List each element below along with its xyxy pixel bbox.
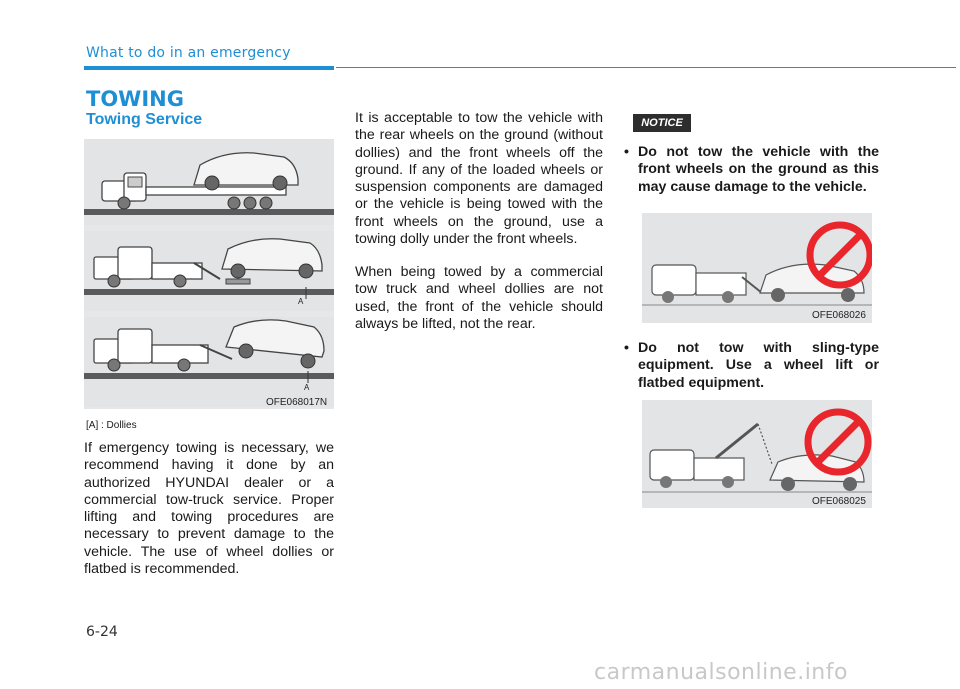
figure3-code: OFE068025 <box>812 496 866 507</box>
bullet-dot: • <box>624 340 629 356</box>
middle-paragraph-2: When being towed by a commercial tow truck and wheel dollies are not used, the front of the vehicle should always be lifted, not the rear. <box>355 264 603 332</box>
figure2-code: OFE068026 <box>812 310 866 321</box>
notice-badge: NOTICE <box>633 114 691 132</box>
bullet-dot: • <box>624 144 629 160</box>
tow-methods-illustration <box>84 139 334 409</box>
subsection-title: Towing Service <box>86 111 203 128</box>
figure1-note: [A] : Dollies <box>86 420 137 431</box>
header-rule-thick <box>84 66 334 70</box>
bullet-text-2: Do not tow with sling-type equipment. Use a wheel lift or flatbed equipment. <box>638 340 879 391</box>
header-rule-thin <box>336 67 956 68</box>
bullet-item-2 <box>624 340 879 392</box>
watermark: carmanualsonline.info <box>594 660 848 685</box>
figure-front-wheels-down <box>642 213 872 323</box>
figure-sling-type <box>642 400 872 508</box>
figure1-code: OFE068017N <box>266 397 328 408</box>
figure-tow-methods <box>84 139 334 409</box>
bullet-item-1 <box>624 144 879 196</box>
left-paragraph: If emergency towing is necessary, we recommend having it done by an authorized HYUNDAI dealer or a commercial tow-truck service. Proper lifting and towing procedures are necessary to prevent damage to the vehicle. The use of wheel dollies or flatbed is recommended. <box>84 440 334 578</box>
front-wheels-down-illustration <box>642 213 872 323</box>
sling-type-illustration <box>642 400 872 508</box>
bullet-text-1: Do not tow the vehicle with the front wheels on the ground as this may cause damage to the vehicle. <box>638 144 879 195</box>
section-title: TOWING <box>86 87 184 111</box>
dolly-label-a-second: A <box>304 383 310 392</box>
running-header: What to do in an emergency <box>86 45 291 61</box>
page-number: 6-24 <box>86 624 118 640</box>
dolly-label-a: A <box>298 297 304 306</box>
middle-paragraph-1: It is acceptable to tow the vehicle with the rear wheels on the ground (without dollies) and the front wheels off the ground. If any of the loaded wheels or suspension components are damaged or the vehicle is being towed with the front wheels on the ground, use a towing dolly under the front wheels. <box>355 110 603 248</box>
